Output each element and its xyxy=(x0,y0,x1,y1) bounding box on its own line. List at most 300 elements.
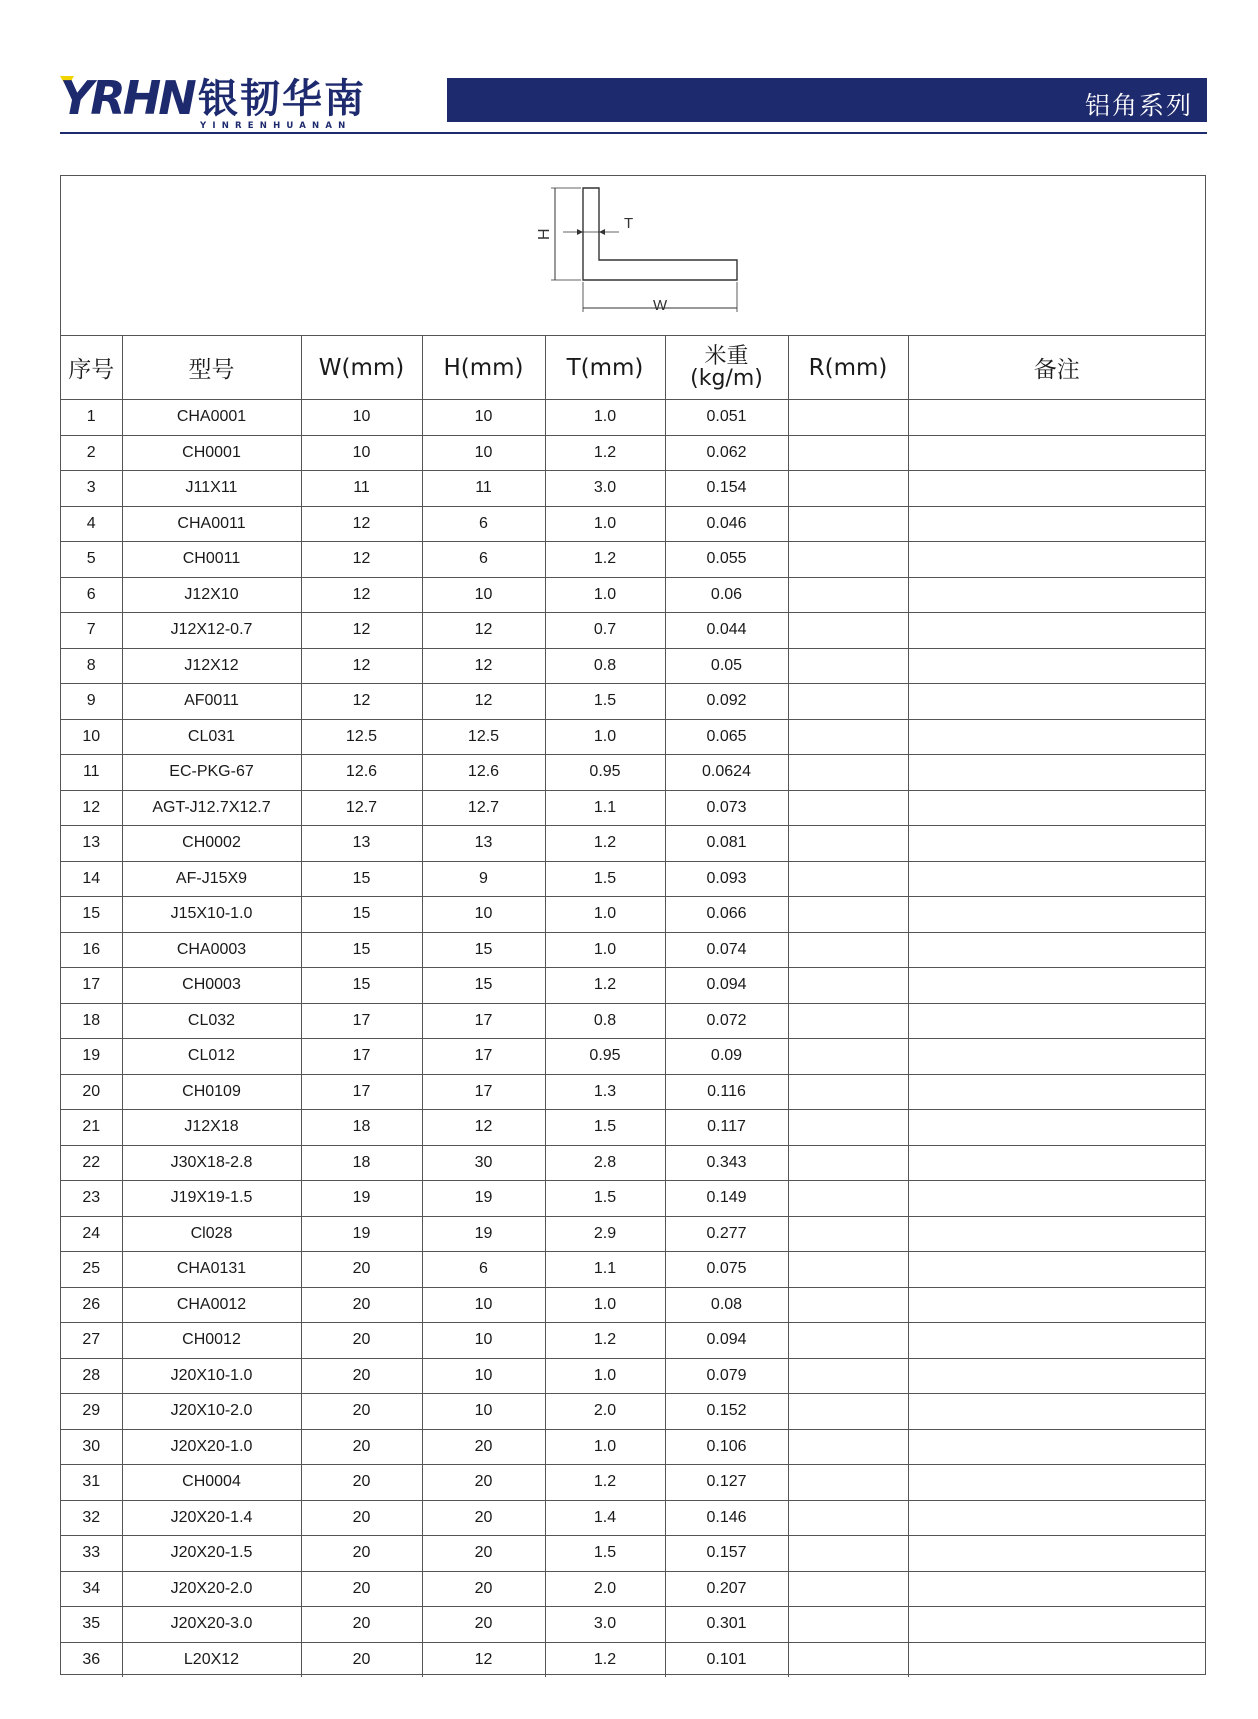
table-row xyxy=(61,755,1205,791)
table-row xyxy=(61,1358,1205,1394)
cell-t: 0.8 xyxy=(545,1003,665,1039)
cell-weight: 0.05 xyxy=(665,648,788,684)
cell-r xyxy=(788,1145,908,1181)
cell-weight: 0.0624 xyxy=(665,755,788,791)
cell-w: 13 xyxy=(301,826,422,862)
cell-h: 12.7 xyxy=(422,790,545,826)
cell-r xyxy=(788,1607,908,1643)
cell-t: 2.0 xyxy=(545,1394,665,1430)
table-body xyxy=(61,400,1205,1678)
cell-t: 0.95 xyxy=(545,1039,665,1075)
cell-remarks xyxy=(908,1571,1205,1607)
cell-remarks xyxy=(908,471,1205,507)
cell-model: J30X18-2.8 xyxy=(122,1145,301,1181)
cell-weight: 0.081 xyxy=(665,826,788,862)
table-row xyxy=(61,684,1205,720)
cell-t: 1.3 xyxy=(545,1074,665,1110)
col-header-remarks: 备注 xyxy=(908,336,1205,400)
label-h: H xyxy=(536,228,553,240)
cell-remarks xyxy=(908,1500,1205,1536)
cell-remarks xyxy=(908,1429,1205,1465)
cell-w: 12 xyxy=(301,506,422,542)
cell-weight: 0.117 xyxy=(665,1110,788,1146)
cell-t: 1.2 xyxy=(545,1323,665,1359)
col-header-w: W(mm) xyxy=(301,336,422,400)
cell-t: 1.1 xyxy=(545,790,665,826)
cell-t: 1.5 xyxy=(545,861,665,897)
cell-r xyxy=(788,1394,908,1430)
cell-index: 24 xyxy=(61,1216,122,1252)
logo-subtext: YINRENHUANAN xyxy=(200,121,352,130)
cell-remarks xyxy=(908,1394,1205,1430)
cell-weight: 0.079 xyxy=(665,1358,788,1394)
cell-weight: 0.093 xyxy=(665,861,788,897)
cell-h: 12.5 xyxy=(422,719,545,755)
cell-r xyxy=(788,897,908,933)
cell-weight: 0.055 xyxy=(665,542,788,578)
cell-w: 19 xyxy=(301,1216,422,1252)
cell-weight: 0.051 xyxy=(665,400,788,436)
spec-sheet xyxy=(60,175,1206,1675)
cell-index: 29 xyxy=(61,1394,122,1430)
cell-remarks xyxy=(908,684,1205,720)
cell-model: J12X12 xyxy=(122,648,301,684)
table-row xyxy=(61,1039,1205,1075)
cell-r xyxy=(788,1039,908,1075)
table-row xyxy=(61,932,1205,968)
col-header-t: T(mm) xyxy=(545,336,665,400)
cell-h: 20 xyxy=(422,1465,545,1501)
cell-weight: 0.154 xyxy=(665,471,788,507)
cell-h: 6 xyxy=(422,1252,545,1288)
cell-h: 9 xyxy=(422,861,545,897)
table-row xyxy=(61,1571,1205,1607)
cell-t: 1.2 xyxy=(545,826,665,862)
table-row xyxy=(61,861,1205,897)
cell-remarks xyxy=(908,506,1205,542)
cell-t: 1.5 xyxy=(545,1181,665,1217)
cell-r xyxy=(788,1465,908,1501)
cell-r xyxy=(788,613,908,649)
cell-index: 32 xyxy=(61,1500,122,1536)
cell-w: 20 xyxy=(301,1642,422,1677)
label-w: W xyxy=(653,297,668,314)
table-row xyxy=(61,1074,1205,1110)
cell-h: 11 xyxy=(422,471,545,507)
cell-h: 15 xyxy=(422,932,545,968)
cell-model: CH0003 xyxy=(122,968,301,1004)
cell-h: 12 xyxy=(422,648,545,684)
cell-t: 3.0 xyxy=(545,471,665,507)
table-row xyxy=(61,1536,1205,1572)
cell-r xyxy=(788,968,908,1004)
cell-model: J20X20-1.0 xyxy=(122,1429,301,1465)
cell-remarks xyxy=(908,719,1205,755)
cell-model: CH0001 xyxy=(122,435,301,471)
cell-h: 17 xyxy=(422,1074,545,1110)
cell-w: 20 xyxy=(301,1358,422,1394)
cell-model: CHA0001 xyxy=(122,400,301,436)
cell-index: 22 xyxy=(61,1145,122,1181)
brand-logo xyxy=(60,70,440,130)
cell-model: J12X18 xyxy=(122,1110,301,1146)
cell-h: 20 xyxy=(422,1607,545,1643)
cell-t: 0.8 xyxy=(545,648,665,684)
cell-h: 20 xyxy=(422,1571,545,1607)
cell-index: 17 xyxy=(61,968,122,1004)
cell-model: CHA0003 xyxy=(122,932,301,968)
cell-remarks xyxy=(908,435,1205,471)
cell-h: 17 xyxy=(422,1003,545,1039)
cell-r xyxy=(788,861,908,897)
cell-t: 2.9 xyxy=(545,1216,665,1252)
cell-model: CHA0011 xyxy=(122,506,301,542)
cell-t: 1.0 xyxy=(545,1287,665,1323)
cell-index: 36 xyxy=(61,1642,122,1677)
cell-w: 11 xyxy=(301,471,422,507)
cell-w: 10 xyxy=(301,435,422,471)
cell-t: 1.0 xyxy=(545,1358,665,1394)
cell-r xyxy=(788,719,908,755)
cell-weight: 0.094 xyxy=(665,1323,788,1359)
cell-model: CL032 xyxy=(122,1003,301,1039)
cell-w: 15 xyxy=(301,968,422,1004)
cell-weight: 0.343 xyxy=(665,1145,788,1181)
t-arrow-left xyxy=(577,229,583,235)
cell-model: J15X10-1.0 xyxy=(122,897,301,933)
cell-w: 18 xyxy=(301,1110,422,1146)
cell-t: 1.2 xyxy=(545,968,665,1004)
cell-weight: 0.094 xyxy=(665,968,788,1004)
cell-remarks xyxy=(908,1145,1205,1181)
cell-weight: 0.101 xyxy=(665,1642,788,1677)
cell-w: 20 xyxy=(301,1323,422,1359)
cell-t: 2.8 xyxy=(545,1145,665,1181)
cell-t: 1.2 xyxy=(545,1642,665,1677)
cell-r xyxy=(788,932,908,968)
cell-w: 20 xyxy=(301,1252,422,1288)
cell-weight: 0.075 xyxy=(665,1252,788,1288)
table-row xyxy=(61,790,1205,826)
table-row xyxy=(61,1252,1205,1288)
cell-index: 3 xyxy=(61,471,122,507)
cell-model: CH0004 xyxy=(122,1465,301,1501)
table-row xyxy=(61,1394,1205,1430)
cell-r xyxy=(788,826,908,862)
cell-index: 26 xyxy=(61,1287,122,1323)
cell-w: 19 xyxy=(301,1181,422,1217)
cell-index: 30 xyxy=(61,1429,122,1465)
cell-t: 1.0 xyxy=(545,506,665,542)
cell-model: CH0011 xyxy=(122,542,301,578)
table-row xyxy=(61,648,1205,684)
cell-r xyxy=(788,400,908,436)
col-header-model: 型号 xyxy=(122,336,301,400)
cell-index: 28 xyxy=(61,1358,122,1394)
cell-w: 15 xyxy=(301,897,422,933)
table-row xyxy=(61,506,1205,542)
cell-index: 5 xyxy=(61,542,122,578)
cell-remarks xyxy=(908,1465,1205,1501)
table-row xyxy=(61,1216,1205,1252)
cell-w: 12.7 xyxy=(301,790,422,826)
table-row xyxy=(61,968,1205,1004)
table-row xyxy=(61,1181,1205,1217)
cell-h: 10 xyxy=(422,400,545,436)
cell-weight: 0.207 xyxy=(665,1571,788,1607)
cell-r xyxy=(788,1571,908,1607)
cell-h: 15 xyxy=(422,968,545,1004)
cell-t: 1.0 xyxy=(545,719,665,755)
cell-remarks xyxy=(908,1536,1205,1572)
cell-r xyxy=(788,542,908,578)
cell-r xyxy=(788,435,908,471)
cell-remarks xyxy=(908,400,1205,436)
cell-index: 19 xyxy=(61,1039,122,1075)
cell-w: 12 xyxy=(301,613,422,649)
cell-t: 2.0 xyxy=(545,1571,665,1607)
cell-index: 25 xyxy=(61,1252,122,1288)
cell-remarks xyxy=(908,1039,1205,1075)
cell-t: 0.7 xyxy=(545,613,665,649)
cell-model: CH0012 xyxy=(122,1323,301,1359)
col-header-weight xyxy=(665,336,788,400)
cell-w: 12 xyxy=(301,648,422,684)
table-row xyxy=(61,613,1205,649)
cell-index: 12 xyxy=(61,790,122,826)
cell-h: 10 xyxy=(422,577,545,613)
angle-profile-drawing xyxy=(61,176,1205,335)
cell-index: 31 xyxy=(61,1465,122,1501)
cell-r xyxy=(788,1110,908,1146)
col-header-h: H(mm) xyxy=(422,336,545,400)
cell-model: AF-J15X9 xyxy=(122,861,301,897)
cell-weight: 0.157 xyxy=(665,1536,788,1572)
cell-weight: 0.062 xyxy=(665,435,788,471)
cell-model: EC-PKG-67 xyxy=(122,755,301,791)
series-title: 铝角系列 xyxy=(1084,91,1193,120)
cell-h: 12 xyxy=(422,684,545,720)
cell-r xyxy=(788,471,908,507)
cell-h: 17 xyxy=(422,1039,545,1075)
cell-model: AF0011 xyxy=(122,684,301,720)
cell-remarks xyxy=(908,1003,1205,1039)
cell-model: J19X19-1.5 xyxy=(122,1181,301,1217)
table-row xyxy=(61,1642,1205,1677)
table-row xyxy=(61,435,1205,471)
cell-h: 6 xyxy=(422,542,545,578)
cell-remarks xyxy=(908,755,1205,791)
cell-w: 15 xyxy=(301,932,422,968)
cell-weight: 0.074 xyxy=(665,932,788,968)
cell-model: J20X20-1.4 xyxy=(122,1500,301,1536)
table-row xyxy=(61,1110,1205,1146)
cell-h: 12 xyxy=(422,1642,545,1677)
cell-weight: 0.116 xyxy=(665,1074,788,1110)
cell-model: Cl028 xyxy=(122,1216,301,1252)
cell-r xyxy=(788,1252,908,1288)
weight-head-line1: 米重 xyxy=(704,343,749,369)
cell-h: 6 xyxy=(422,506,545,542)
cell-model: J12X12-0.7 xyxy=(122,613,301,649)
cell-h: 20 xyxy=(422,1500,545,1536)
cell-t: 3.0 xyxy=(545,1607,665,1643)
cell-r xyxy=(788,1074,908,1110)
cell-model: J11X11 xyxy=(122,471,301,507)
cell-w: 12.5 xyxy=(301,719,422,755)
logo-wordmark: YRHN xyxy=(60,71,194,125)
cell-r xyxy=(788,1500,908,1536)
table-row xyxy=(61,1145,1205,1181)
cell-index: 23 xyxy=(61,1181,122,1217)
cell-r xyxy=(788,684,908,720)
cell-weight: 0.106 xyxy=(665,1429,788,1465)
t-arrow-right xyxy=(599,229,605,235)
cell-t: 1.5 xyxy=(545,1110,665,1146)
cell-r xyxy=(788,1323,908,1359)
cell-w: 17 xyxy=(301,1039,422,1075)
table-header-row xyxy=(61,336,1205,400)
cell-r xyxy=(788,1181,908,1217)
cell-w: 18 xyxy=(301,1145,422,1181)
cell-r xyxy=(788,1429,908,1465)
header-rule xyxy=(60,132,1207,134)
cell-weight: 0.066 xyxy=(665,897,788,933)
cell-remarks xyxy=(908,932,1205,968)
label-t: T xyxy=(624,215,634,232)
cell-w: 10 xyxy=(301,400,422,436)
cell-h: 10 xyxy=(422,1287,545,1323)
cell-w: 20 xyxy=(301,1571,422,1607)
cell-weight: 0.073 xyxy=(665,790,788,826)
cell-model: CHA0012 xyxy=(122,1287,301,1323)
cell-remarks xyxy=(908,1181,1205,1217)
cell-weight: 0.152 xyxy=(665,1394,788,1430)
cell-r xyxy=(788,790,908,826)
weight-head-line2: (kg/m) xyxy=(690,365,763,391)
cell-w: 20 xyxy=(301,1607,422,1643)
cell-t: 1.0 xyxy=(545,577,665,613)
l-profile-shape xyxy=(583,188,737,280)
cell-h: 19 xyxy=(422,1216,545,1252)
cell-model: CHA0131 xyxy=(122,1252,301,1288)
cell-w: 20 xyxy=(301,1465,422,1501)
cell-index: 16 xyxy=(61,932,122,968)
cell-weight: 0.046 xyxy=(665,506,788,542)
cell-index: 10 xyxy=(61,719,122,755)
cell-remarks xyxy=(908,613,1205,649)
cell-t: 1.0 xyxy=(545,897,665,933)
cell-remarks xyxy=(908,1216,1205,1252)
cell-index: 35 xyxy=(61,1607,122,1643)
table-row xyxy=(61,1287,1205,1323)
cell-remarks xyxy=(908,826,1205,862)
cell-h: 10 xyxy=(422,1394,545,1430)
profile-diagram xyxy=(61,176,1205,336)
cell-t: 1.5 xyxy=(545,684,665,720)
cell-index: 2 xyxy=(61,435,122,471)
cell-t: 1.2 xyxy=(545,435,665,471)
cell-h: 10 xyxy=(422,897,545,933)
cell-index: 7 xyxy=(61,613,122,649)
cell-h: 20 xyxy=(422,1536,545,1572)
cell-index: 15 xyxy=(61,897,122,933)
cell-h: 20 xyxy=(422,1429,545,1465)
cell-weight: 0.072 xyxy=(665,1003,788,1039)
cell-remarks xyxy=(908,861,1205,897)
col-header-index: 序号 xyxy=(61,336,122,400)
cell-w: 12 xyxy=(301,542,422,578)
cell-t: 1.4 xyxy=(545,1500,665,1536)
cell-remarks xyxy=(908,1110,1205,1146)
cell-remarks xyxy=(908,790,1205,826)
cell-weight: 0.127 xyxy=(665,1465,788,1501)
cell-index: 4 xyxy=(61,506,122,542)
cell-remarks xyxy=(908,1358,1205,1394)
cell-weight: 0.065 xyxy=(665,719,788,755)
table-row xyxy=(61,1500,1205,1536)
cell-remarks xyxy=(908,1607,1205,1643)
cell-r xyxy=(788,1287,908,1323)
cell-remarks xyxy=(908,1323,1205,1359)
cell-h: 13 xyxy=(422,826,545,862)
cell-remarks xyxy=(908,542,1205,578)
cell-r xyxy=(788,755,908,791)
table-row xyxy=(61,1323,1205,1359)
cell-h: 12 xyxy=(422,1110,545,1146)
cell-index: 21 xyxy=(61,1110,122,1146)
cell-h: 19 xyxy=(422,1181,545,1217)
col-header-r: R(mm) xyxy=(788,336,908,400)
cell-model: CL012 xyxy=(122,1039,301,1075)
spec-table xyxy=(61,335,1205,1677)
table-row xyxy=(61,719,1205,755)
logo-chinese-name: 银韧华南 xyxy=(198,76,366,122)
cell-w: 20 xyxy=(301,1429,422,1465)
cell-r xyxy=(788,506,908,542)
cell-index: 8 xyxy=(61,648,122,684)
cell-index: 11 xyxy=(61,755,122,791)
cell-weight: 0.301 xyxy=(665,1607,788,1643)
cell-index: 6 xyxy=(61,577,122,613)
cell-index: 34 xyxy=(61,1571,122,1607)
cell-remarks xyxy=(908,968,1205,1004)
cell-r xyxy=(788,1003,908,1039)
cell-r xyxy=(788,1642,908,1677)
cell-model: CH0002 xyxy=(122,826,301,862)
cell-weight: 0.149 xyxy=(665,1181,788,1217)
cell-model: J20X20-3.0 xyxy=(122,1607,301,1643)
cell-t: 1.0 xyxy=(545,932,665,968)
table-row xyxy=(61,400,1205,436)
cell-weight: 0.06 xyxy=(665,577,788,613)
cell-index: 9 xyxy=(61,684,122,720)
cell-t: 1.2 xyxy=(545,542,665,578)
cell-w: 20 xyxy=(301,1500,422,1536)
cell-model: CL031 xyxy=(122,719,301,755)
cell-model: AGT-J12.7X12.7 xyxy=(122,790,301,826)
cell-weight: 0.092 xyxy=(665,684,788,720)
cell-t: 0.95 xyxy=(545,755,665,791)
cell-weight: 0.08 xyxy=(665,1287,788,1323)
cell-w: 17 xyxy=(301,1003,422,1039)
cell-model: J12X10 xyxy=(122,577,301,613)
cell-remarks xyxy=(908,577,1205,613)
cell-index: 33 xyxy=(61,1536,122,1572)
cell-model: J20X20-2.0 xyxy=(122,1571,301,1607)
cell-model: L20X12 xyxy=(122,1642,301,1677)
table-row xyxy=(61,471,1205,507)
